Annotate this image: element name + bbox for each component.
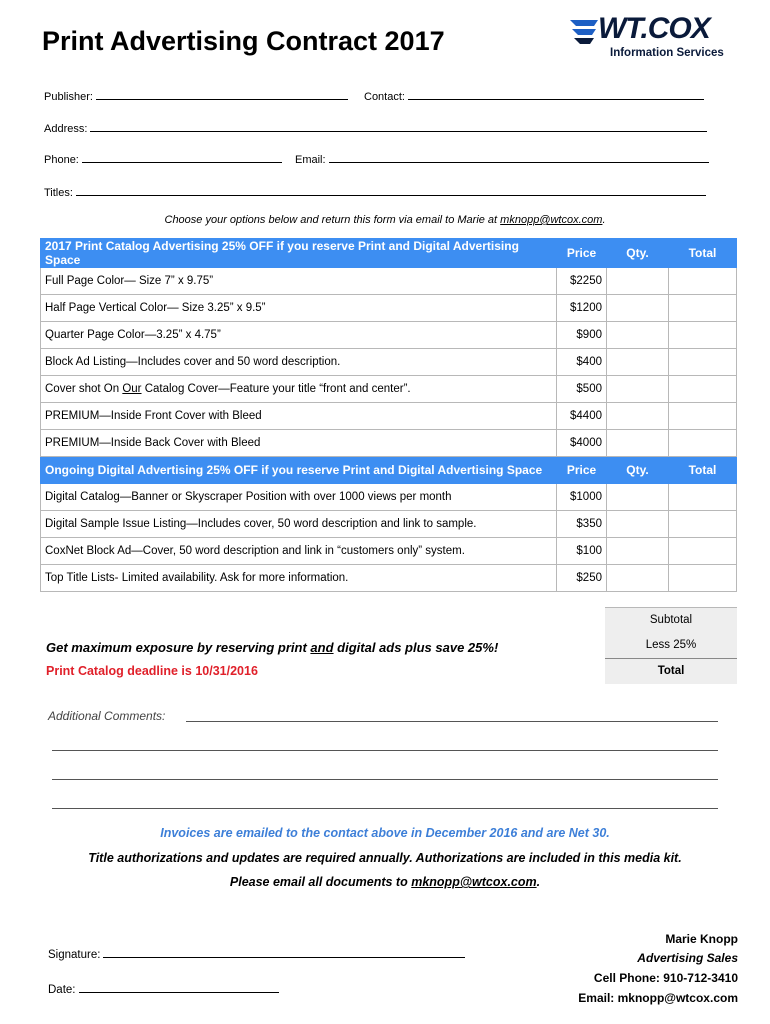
contact-role: Advertising Sales (637, 951, 738, 965)
total-cell[interactable] (669, 376, 737, 403)
instructions-end: . (602, 214, 606, 226)
promo-text (46, 640, 498, 655)
total-cell[interactable] (669, 295, 737, 322)
qty-cell[interactable] (607, 430, 669, 457)
date-field[interactable] (48, 981, 279, 996)
address-field[interactable] (44, 120, 707, 135)
table-row (41, 322, 737, 349)
qty-cell[interactable] (607, 295, 669, 322)
item-text-before: Cover shot On (45, 383, 123, 395)
publisher-line[interactable] (96, 88, 348, 100)
item-description: PREMIUM—Inside Back Cover with Bleed (41, 430, 557, 457)
item-description: PREMIUM—Inside Front Cover with Bleed (41, 403, 557, 430)
qty-cell[interactable] (607, 538, 669, 565)
comments-line[interactable] (52, 750, 718, 751)
total-cell[interactable] (669, 538, 737, 565)
item-description: Block Ad Listing—Includes cover and 50 word description. (41, 349, 557, 376)
item-price: $1000 (557, 484, 607, 511)
qty-cell[interactable] (607, 268, 669, 295)
item-price: $350 (557, 511, 607, 538)
company-logo (568, 14, 754, 64)
email-note-end: . (536, 875, 541, 889)
phone-line[interactable] (82, 151, 282, 163)
qty-cell[interactable] (607, 376, 669, 403)
qty-cell[interactable] (607, 322, 669, 349)
table-row (41, 511, 737, 538)
email-note-link[interactable]: mknopp@wtcox.com (411, 875, 537, 889)
phone-field[interactable] (44, 151, 282, 166)
total-cell[interactable] (669, 484, 737, 511)
total-cell[interactable] (669, 403, 737, 430)
item-description: Full Page Color— Size 7” x 9.75” (41, 268, 557, 295)
page-title: Print Advertising Contract 2017 (42, 26, 445, 56)
contact-name: Marie Knopp (665, 932, 738, 946)
table-row (41, 430, 737, 457)
qty-cell[interactable] (607, 565, 669, 592)
logo-subtitle: Information Services (610, 47, 724, 59)
total-cell[interactable] (669, 349, 737, 376)
item-price: $4000 (557, 430, 607, 457)
item-price: $400 (557, 349, 607, 376)
item-price: $250 (557, 565, 607, 592)
print-section-title: 2017 Print Catalog Advertising 25% OFF if you reserve Print and Digital Advertising Space (41, 239, 557, 268)
email-field[interactable] (295, 151, 709, 166)
address-label: Address: (44, 123, 88, 135)
instructions (0, 214, 770, 226)
contact-line[interactable] (408, 88, 704, 100)
deadline-text: Print Catalog deadline is 10/31/2016 (46, 664, 258, 678)
item-text-after: Catalog Cover—Feature your title “front and center”. (141, 383, 411, 395)
date-label: Date: (48, 984, 76, 996)
phone-label: Phone: (44, 154, 79, 166)
table-row (41, 376, 737, 403)
item-description: Digital Sample Issue Listing—Includes cover, 50 word description and link to sample. (41, 511, 557, 538)
logo-wordmark: WT.COX (598, 12, 710, 45)
digital-section-title: Ongoing Digital Advertising 25% OFF if you reserve Print and Digital Advertising Space (41, 457, 557, 484)
email-line[interactable] (329, 151, 709, 163)
item-price: $500 (557, 376, 607, 403)
comments-line[interactable] (52, 808, 718, 809)
instructions-text: Choose your options below and return this form via email to Marie at (164, 214, 501, 226)
table-row (41, 538, 737, 565)
publisher-field[interactable] (44, 88, 348, 103)
publisher-label: Publisher: (44, 91, 93, 103)
promo-underline: and (310, 640, 334, 655)
print-section-header (41, 239, 737, 268)
table-row (41, 268, 737, 295)
item-price: $100 (557, 538, 607, 565)
discount-label: Less 25% (605, 633, 737, 658)
qty-cell[interactable] (607, 511, 669, 538)
price-column-header: Price (557, 239, 607, 268)
email-note (0, 875, 770, 889)
comments-label: Additional Comments: (48, 709, 166, 723)
item-price: $2250 (557, 268, 607, 295)
date-line[interactable] (79, 981, 279, 993)
comments-line[interactable] (52, 779, 718, 780)
signature-field[interactable] (48, 946, 465, 961)
authorization-note: Title authorizations and updates are required annually. Authorizations are included in this media kit. (88, 851, 682, 865)
promo-before: Get maximum exposure by reserving print (46, 640, 311, 655)
instructions-email-link[interactable]: mknopp@wtcox.com (500, 214, 603, 226)
table-row (41, 565, 737, 592)
signature-line[interactable] (103, 946, 465, 958)
email-note-text: Please email all documents to (229, 875, 412, 889)
titles-field[interactable] (44, 184, 706, 199)
item-description: CoxNet Block Ad—Cover, 50 word description and link in “customers only” system. (41, 538, 557, 565)
pricing-table (40, 238, 737, 592)
table-row (41, 349, 737, 376)
item-description: Quarter Page Color—3.25” x 4.75” (41, 322, 557, 349)
titles-label: Titles: (44, 187, 73, 199)
summary-box (605, 607, 737, 684)
digital-section-header (41, 457, 737, 484)
table-row (41, 295, 737, 322)
contact-label: Contact: (364, 91, 405, 103)
total-cell[interactable] (669, 430, 737, 457)
grand-total-label: Total (605, 658, 737, 684)
total-column-header: Total (669, 457, 737, 484)
total-column-header: Total (669, 239, 737, 268)
total-cell[interactable] (669, 322, 737, 349)
contact-email[interactable]: Email: mknopp@wtcox.com (578, 991, 738, 1005)
total-cell[interactable] (669, 268, 737, 295)
total-cell[interactable] (669, 565, 737, 592)
address-line[interactable] (90, 120, 707, 132)
item-price: $4400 (557, 403, 607, 430)
qty-cell[interactable] (607, 484, 669, 511)
qty-cell[interactable] (607, 403, 669, 430)
total-cell[interactable] (669, 511, 737, 538)
qty-column-header: Qty. (607, 239, 669, 268)
promo-after: digital ads plus save 25%! (333, 640, 499, 655)
item-description (41, 376, 557, 403)
item-text-underline: Our (122, 383, 142, 395)
item-price: $900 (557, 322, 607, 349)
table-row (41, 403, 737, 430)
price-column-header: Price (557, 457, 607, 484)
email-label: Email: (295, 154, 326, 166)
invoice-note: Invoices are emailed to the contact above in December 2016 and are Net 30. (160, 826, 610, 840)
table-row (41, 484, 737, 511)
item-price: $1200 (557, 295, 607, 322)
qty-column-header: Qty. (607, 457, 669, 484)
titles-line[interactable] (76, 184, 706, 196)
contact-field[interactable] (364, 88, 704, 103)
contact-phone: Cell Phone: 910-712-3410 (593, 971, 738, 985)
signature-label: Signature: (48, 949, 101, 961)
logo-swoosh-icon (568, 16, 602, 46)
subtotal-label: Subtotal (605, 607, 737, 633)
comments-line[interactable] (186, 721, 718, 722)
qty-cell[interactable] (607, 349, 669, 376)
item-description: Half Page Vertical Color— Size 3.25” x 9.5” (41, 295, 557, 322)
item-description: Digital Catalog—Banner or Skyscraper Position with over 1000 views per month (41, 484, 557, 511)
item-description: Top Title Lists- Limited availability. Ask for more information. (41, 565, 557, 592)
